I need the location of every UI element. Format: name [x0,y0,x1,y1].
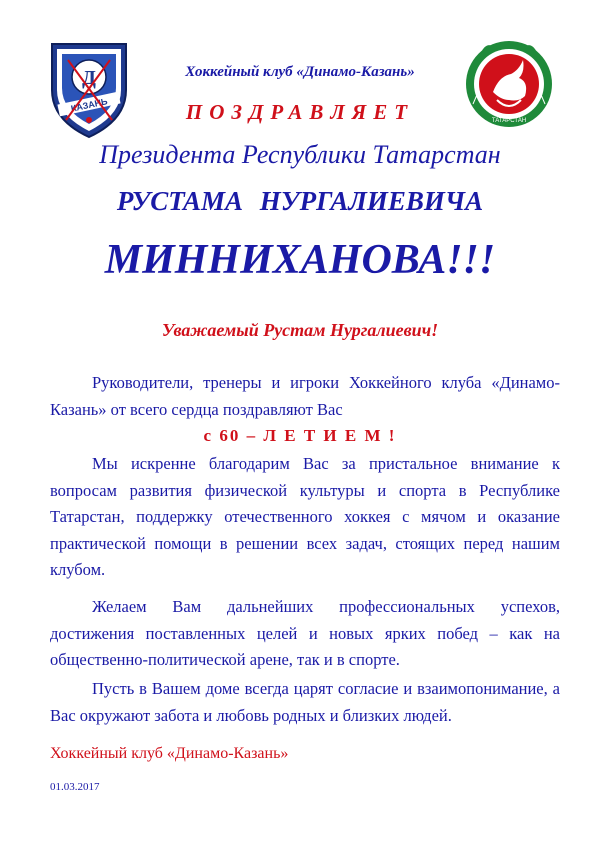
paragraph-home: Пусть в Вашем доме всегда царят согласие и взаимопонимание, а Вас окружают забота и любовь родных и близких людей. [50,679,560,725]
paragraph-thanks: Мы искренне благодарим Вас за пристальное внимание к вопросам развития физической культуры и спорта в Республике Татарстан, поддержку отечественного хоккея с мячом и оказание практической помощи в решении всех задач, стоящих перед нашим клубом. [50,454,560,579]
left-logo-text: КАЗАНЬ [70,96,109,114]
date: 01.03.2017 [50,781,100,793]
dynamo-kazan-logo [48,40,130,140]
salutation: Уважаемый Рустам Нургалиевич! [161,320,439,340]
tatarstan-emblem [463,30,555,142]
club-name-heading: Хоккейный клуб «Динамо-Казань» [185,64,415,80]
recipient-name-last: МИННИХАНОВА!!! [104,237,496,283]
anniversary-line: с 60 – Л Е Т И Е М ! [203,426,397,445]
president-title: Президента Республики Татарстан [99,140,501,169]
paragraph-intro: Руководители, тренеры и игроки Хоккейного клуба «Динамо-Казань» от всего сердца поздравляют Вас [50,373,560,419]
paragraph-wishes: Желаем Вам дальнейших профессиональных успехов, достижения поставленных целей и новых ярких побед – как на общественно-политической арене, так и в спорте. [50,597,560,669]
recipient-name-first: РУСТАМА НУРГАЛИЕВИЧА [116,186,484,216]
right-logo-text: ТАТАРСТАН [491,118,527,124]
signature: Хоккейный клуб «Динамо-Казань» [50,745,289,762]
left-logo-letter: Д [82,67,96,89]
congrats-heading: ПОЗДРАВЛЯЕТ [185,100,415,124]
